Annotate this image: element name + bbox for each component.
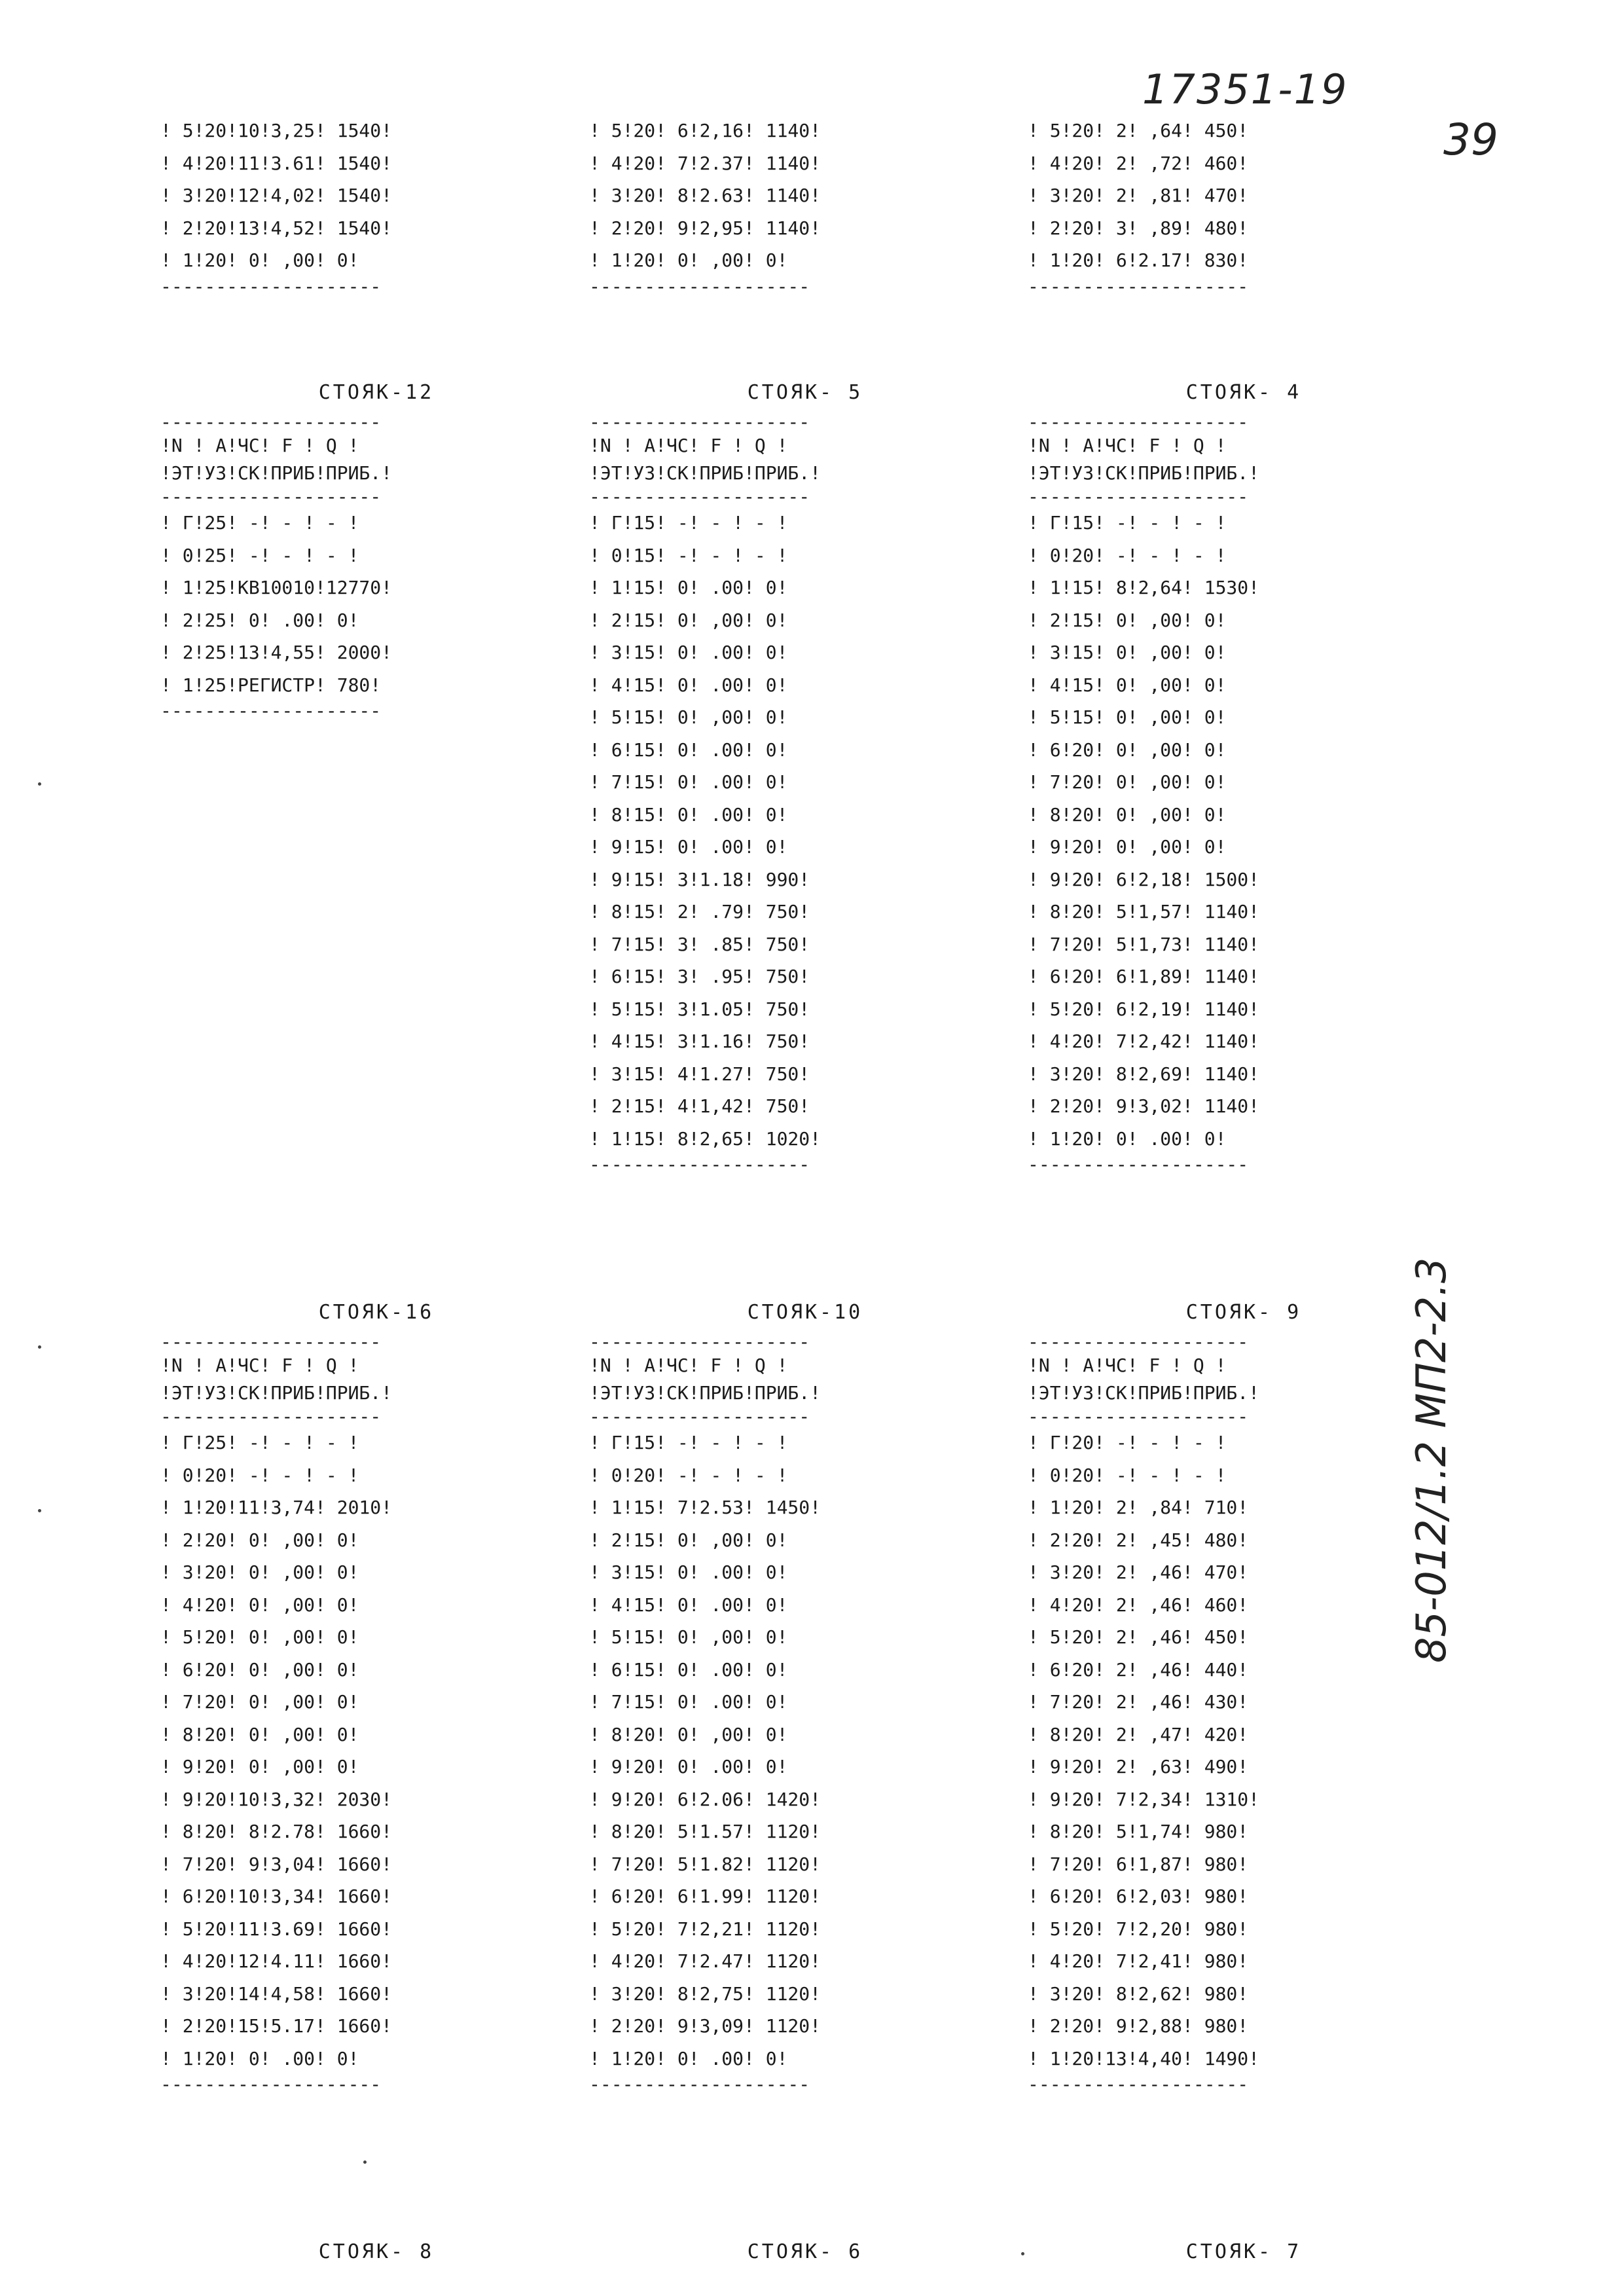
table-row: ! 2!20! 9!2,95! 1140! — [589, 217, 821, 239]
table-row: ! 9!20! 6!2.06! 1420! — [589, 1788, 821, 1810]
scan-dot — [1021, 2252, 1024, 2255]
table-title: СТОЯК- 4 — [1185, 381, 1302, 404]
table-row: ! 9!15! 3!1.18! 990! — [589, 868, 810, 890]
top-fragment-middle — [589, 115, 1021, 297]
table-separator: -------------------- — [1028, 1331, 1249, 1353]
table-row: ! 7!20! 5!1.82! 1120! — [589, 1853, 821, 1875]
table-row: ! 2!20! 2! ,45! 480! — [1028, 1529, 1249, 1551]
table-row: ! 9!20! 0! ,00! 0! — [160, 1756, 359, 1777]
table-separator: -------------------- — [589, 486, 810, 507]
table-row: ! 3!15! 0! .00! 0! — [589, 1561, 788, 1583]
table-row: ! 3!15! 4!1.27! 750! — [589, 1063, 810, 1085]
table-header-line-1: !N ! А!ЧС! F ! Q ! — [160, 435, 359, 456]
table-row: ! 3!15! 0! .00! 0! — [589, 642, 788, 663]
table-row: ! 3!20! 8!2,62! 980! — [1028, 1982, 1249, 2005]
table-row: ! Г!25! -! - ! - ! — [160, 512, 359, 534]
table-row: ! 1!20! 0! ,00! 0! — [589, 249, 788, 271]
table-row: ! 4!20!11!3.61! 1540! — [160, 152, 393, 174]
table-row: ! 6!15! 0! .00! 0! — [589, 1658, 788, 1681]
table-row: ! 4!20! 7!2,42! 1140! — [1028, 1030, 1260, 1052]
table-separator: -------------------- — [160, 486, 382, 507]
table-row: ! 5!20! 7!2,21! 1120! — [589, 1918, 821, 1940]
table-row: ! 3!20!12!4,02! 1540! — [160, 185, 393, 206]
table-row: ! 2!20! 9!3,09! 1120! — [589, 2015, 821, 2037]
table-row: ! 5!20! 2! ,64! 450! — [1028, 120, 1249, 141]
table-row: ! 8!20! 2! ,47! 420! — [1028, 1723, 1249, 1745]
table-separator: -------------------- — [1028, 1406, 1249, 1427]
table-row: ! 2!20! 3! ,89! 480! — [1028, 217, 1249, 239]
table-separator: -------------------- — [1028, 2073, 1249, 2095]
table-row: ! 6!20! 6!2,03! 980! — [1028, 1886, 1249, 1907]
table-header-line-2: !ЭТ!УЗ!СК!ПРИБ!ПРИБ.! — [589, 462, 821, 484]
table-row: ! 1!20!11!3,74! 2010! — [160, 1497, 393, 1518]
table-row: ! 4!20! 0! ,00! 0! — [160, 1594, 359, 1616]
table-row: ! 0!20! -! - ! - ! — [1028, 544, 1227, 566]
table-stoyak-4 — [1028, 373, 1460, 1175]
table-row: ! 2!15! 0! ,00! 0! — [1028, 609, 1227, 631]
scan-dot — [38, 1345, 41, 1349]
table-row: ! 0!15! -! - ! - ! — [589, 544, 788, 566]
table-row: ! Г!15! -! - ! - ! — [589, 1432, 788, 1453]
table-row: ! 4!20! 2! ,46! 460! — [1028, 1594, 1249, 1616]
table-row: ! 6!20! 6!1,89! 1140! — [1028, 966, 1260, 987]
table-row: ! 1!20! 0! .00! 0! — [160, 2047, 359, 2069]
table-header-line-2: !ЭТ!УЗ!СК!ПРИБ!ПРИБ.! — [1028, 462, 1260, 484]
table-row: ! 0!20! -! - ! - ! — [160, 1464, 359, 1486]
table-row: ! 1!25!КВ10010!12770! — [160, 577, 393, 598]
table-title: СТОЯК-10 — [747, 1301, 863, 1324]
table-separator: -------------------- — [589, 1154, 810, 1175]
table-separator: -------------------- — [160, 2073, 382, 2095]
table-row: ! 1!20! 0! .00! 0! — [1028, 1127, 1227, 1150]
table-row: ! 6!20! 0! ,00! 0! — [1028, 738, 1227, 761]
table-row: ! 9!20! 6!2,18! 1500! — [1028, 868, 1260, 890]
table-row: ! Г!20! -! - ! - ! — [1028, 1432, 1227, 1453]
table-row: ! 7!15! 0! .00! 0! — [589, 1691, 788, 1713]
table-row: ! 8!20! 5!1,57! 1140! — [1028, 901, 1260, 922]
table-row: ! 1!15! 8!2,64! 1530! — [1028, 577, 1260, 598]
table-title: СТОЯК- 7 — [1185, 2240, 1302, 2263]
table-row: ! 7!20! 0! ,00! 0! — [1028, 771, 1227, 793]
table-stoyak-10 — [589, 1293, 1021, 2094]
table-row: ! 3!20! 8!2.63! 1140! — [589, 185, 821, 206]
table-stoyak-6-title-block — [589, 2232, 1021, 2272]
table-row: ! 5!20! 0! ,00! 0! — [160, 1626, 359, 1648]
table-row: ! 1!25!РЕГИСТР! 780! — [160, 674, 382, 696]
table-row: ! 8!20! 5!1,74! 980! — [1028, 1821, 1249, 1842]
table-stoyak-12 — [160, 373, 592, 721]
table-row: ! 4!20! 2! ,72! 460! — [1028, 152, 1249, 174]
table-row: ! Г!15! -! - ! - ! — [589, 512, 788, 534]
table-row: ! 2!20! 9!3,02! 1140! — [1028, 1095, 1260, 1117]
table-row: ! 1!20! 6!2.17! 830! — [1028, 249, 1249, 271]
table-row: ! 8!20! 0! ,00! 0! — [160, 1723, 359, 1745]
table-row: ! 8!20! 0! ,00! 0! — [1028, 803, 1227, 826]
table-stoyak-9 — [1028, 1293, 1460, 2094]
scan-dot — [363, 2160, 367, 2164]
table-row: ! 8!15! 0! .00! 0! — [589, 803, 788, 826]
table-title: СТОЯК-16 — [318, 1301, 435, 1324]
table-header-line-1: !N ! А!ЧС! F ! Q ! — [1028, 1355, 1227, 1376]
table-row: ! 0!25! -! - ! - ! — [160, 544, 359, 566]
table-separator: -------------------- — [589, 411, 810, 433]
table-row: ! 8!20! 8!2.78! 1660! — [160, 1821, 393, 1842]
table-row: ! 7!20! 2! ,46! 430! — [1028, 1691, 1249, 1713]
table-row: ! 0!20! -! - ! - ! — [589, 1464, 788, 1486]
table-title: СТОЯК- 8 — [318, 2240, 435, 2263]
table-row: ! 5!20! 2! ,46! 450! — [1028, 1626, 1249, 1648]
table-row: ! 0!20! -! - ! - ! — [1028, 1464, 1227, 1486]
table-row: ! 2!20! 9!2,88! 980! — [1028, 2015, 1249, 2037]
table-separator: -------------------- — [1028, 411, 1249, 433]
table-row: ! 8!15! 2! .79! 750! — [589, 901, 810, 922]
table-header-line-2: !ЭТ!УЗ!СК!ПРИБ!ПРИБ.! — [589, 1382, 821, 1404]
table-row: ! 9!20! 0! .00! 0! — [589, 1756, 788, 1777]
table-row: ! 7!20! 0! ,00! 0! — [160, 1691, 359, 1713]
table-row: ! 1!15! 8!2,65! 1020! — [589, 1127, 821, 1150]
table-row: ! 5!15! 3!1.05! 750! — [589, 998, 810, 1020]
table-row: ! 4!15! 0! ,00! 0! — [1028, 674, 1227, 696]
table-row: ! 5!20!11!3.69! 1660! — [160, 1918, 393, 1940]
table-row: ! 6!20!10!3,34! 1660! — [160, 1886, 393, 1907]
table-row: ! 2!20!13!4,52! 1540! — [160, 217, 393, 239]
table-row: ! 9!20!10!3,32! 2030! — [160, 1788, 393, 1810]
document-number: 17351-19 — [1142, 65, 1348, 113]
table-header-line-2: !ЭТ!УЗ!СК!ПРИБ!ПРИБ.! — [1028, 1382, 1260, 1404]
table-title: СТОЯК- 6 — [747, 2240, 863, 2263]
table-row: ! 4!20! 7!2.47! 1120! — [589, 1950, 821, 1972]
table-title: СТОЯК- 5 — [747, 381, 863, 404]
table-stoyak-8-title-block — [160, 2232, 592, 2272]
table-row: ! 4!15! 0! .00! 0! — [589, 674, 788, 696]
table-row: ! 1!15! 7!2.53! 1450! — [589, 1497, 821, 1518]
table-separator: -------------------- — [589, 275, 810, 297]
table-row: ! 7!20! 5!1,73! 1140! — [1028, 933, 1260, 955]
table-row: ! 7!20! 9!3,04! 1660! — [160, 1853, 393, 1875]
table-title: СТОЯК-12 — [318, 381, 435, 404]
table-row: ! 7!15! 0! .00! 0! — [589, 771, 788, 793]
table-row: ! Г!25! -! - ! - ! — [160, 1432, 359, 1453]
table-separator: -------------------- — [160, 1406, 382, 1427]
scan-dot — [38, 1509, 41, 1512]
top-fragment-right — [1028, 115, 1460, 297]
table-row: ! 5!15! 0! ,00! 0! — [1028, 706, 1227, 728]
table-row: ! 3!20!14!4,58! 1660! — [160, 1982, 393, 2005]
table-row: ! 2!15! 4!1,42! 750! — [589, 1095, 810, 1117]
table-row: ! 2!20!15!5.17! 1660! — [160, 2015, 393, 2037]
table-row: ! 1!20! 2! ,84! 710! — [1028, 1497, 1249, 1518]
table-separator: -------------------- — [160, 1331, 382, 1353]
table-row: ! 3!20! 8!2,75! 1120! — [589, 1982, 821, 2005]
table-row: ! 2!15! 0! ,00! 0! — [589, 1529, 788, 1551]
table-row: ! 6!15! 3! .95! 750! — [589, 966, 810, 987]
table-separator: -------------------- — [589, 1406, 810, 1427]
table-row: ! 4!20!12!4.11! 1660! — [160, 1950, 393, 1972]
table-row: ! 9!15! 0! .00! 0! — [589, 836, 788, 858]
table-header-line-1: !N ! А!ЧС! F ! Q ! — [589, 435, 788, 456]
table-row: ! 2!15! 0! ,00! 0! — [589, 609, 788, 631]
table-row: ! 6!20! 0! ,00! 0! — [160, 1658, 359, 1681]
table-separator: -------------------- — [160, 275, 382, 297]
table-row: ! 3!15! 0! ,00! 0! — [1028, 642, 1227, 663]
table-row: ! 1!20! 0! .00! 0! — [589, 2047, 788, 2069]
table-row: ! 7!20! 6!1,87! 980! — [1028, 1853, 1249, 1875]
table-row: ! 1!20!13!4,40! 1490! — [1028, 2047, 1260, 2069]
table-row: ! 5!15! 0! ,00! 0! — [589, 706, 788, 728]
table-row: ! 6!20! 6!1.99! 1120! — [589, 1886, 821, 1907]
table-header-line-1: !N ! А!ЧС! F ! Q ! — [1028, 435, 1227, 456]
table-row: ! 5!15! 0! ,00! 0! — [589, 1626, 788, 1648]
table-row: ! 6!20! 2! ,46! 440! — [1028, 1658, 1249, 1681]
table-row: ! 9!20! 0! ,00! 0! — [1028, 836, 1227, 858]
table-row: ! 6!15! 0! .00! 0! — [589, 738, 788, 761]
table-row: ! 4!15! 0! .00! 0! — [589, 1594, 788, 1616]
table-stoyak-16 — [160, 1293, 592, 2094]
table-row: ! 9!20! 7!2,34! 1310! — [1028, 1788, 1260, 1810]
table-separator: -------------------- — [160, 411, 382, 433]
table-row: ! 4!20! 7!2,41! 980! — [1028, 1950, 1249, 1972]
table-separator: -------------------- — [589, 2073, 810, 2095]
top-fragment-left — [160, 115, 592, 297]
page-number: 39 — [1443, 115, 1498, 165]
table-row: ! 2!25! 0! .00! 0! — [160, 609, 359, 631]
table-row: ! 5!20! 6!2,19! 1140! — [1028, 998, 1260, 1020]
table-separator: -------------------- — [589, 1331, 810, 1353]
table-separator: -------------------- — [1028, 1154, 1249, 1175]
table-separator: -------------------- — [1028, 275, 1249, 297]
table-row: ! 1!15! 0! .00! 0! — [589, 577, 788, 598]
table-row: ! 2!20! 0! ,00! 0! — [160, 1529, 359, 1551]
side-document-code: 85-012/1.2 МП2-2.3 — [1407, 1257, 1455, 1663]
table-row: ! 4!20! 7!2.37! 1140! — [589, 152, 821, 174]
table-header-line-2: !ЭТ!УЗ!СК!ПРИБ!ПРИБ.! — [160, 462, 393, 484]
table-stoyak-7-title-block — [1028, 2232, 1460, 2272]
table-row: ! 3!20! 2! ,81! 470! — [1028, 185, 1249, 206]
table-stoyak-5 — [589, 373, 1021, 1175]
table-row: ! 7!15! 3! .85! 750! — [589, 933, 810, 955]
table-row: ! 9!20! 2! ,63! 490! — [1028, 1756, 1249, 1777]
table-row: ! 8!20! 5!1.57! 1120! — [589, 1821, 821, 1842]
table-row: ! 1!20! 0! ,00! 0! — [160, 249, 359, 271]
table-separator: -------------------- — [160, 700, 382, 721]
table-title: СТОЯК- 9 — [1185, 1301, 1302, 1324]
table-row: ! 4!15! 3!1.16! 750! — [589, 1030, 810, 1052]
table-row: ! 3!20! 0! ,00! 0! — [160, 1561, 359, 1583]
table-row: ! 5!20! 6!2,16! 1140! — [589, 120, 821, 141]
table-header-line-2: !ЭТ!УЗ!СК!ПРИБ!ПРИБ.! — [160, 1382, 393, 1404]
table-row: ! 5!20! 7!2,20! 980! — [1028, 1918, 1249, 1940]
table-row: ! 8!20! 0! ,00! 0! — [589, 1723, 788, 1745]
table-row: ! 5!20!10!3,25! 1540! — [160, 120, 393, 141]
table-row: ! Г!15! -! - ! - ! — [1028, 512, 1227, 534]
table-header-line-1: !N ! А!ЧС! F ! Q ! — [160, 1355, 359, 1376]
table-row: ! 2!25!13!4,55! 2000! — [160, 642, 393, 663]
table-separator: -------------------- — [1028, 486, 1249, 507]
table-row: ! 3!20! 8!2,69! 1140! — [1028, 1063, 1260, 1085]
table-row: ! 3!20! 2! ,46! 470! — [1028, 1561, 1249, 1583]
scan-dot — [38, 782, 41, 786]
table-header-line-1: !N ! А!ЧС! F ! Q ! — [589, 1355, 788, 1376]
